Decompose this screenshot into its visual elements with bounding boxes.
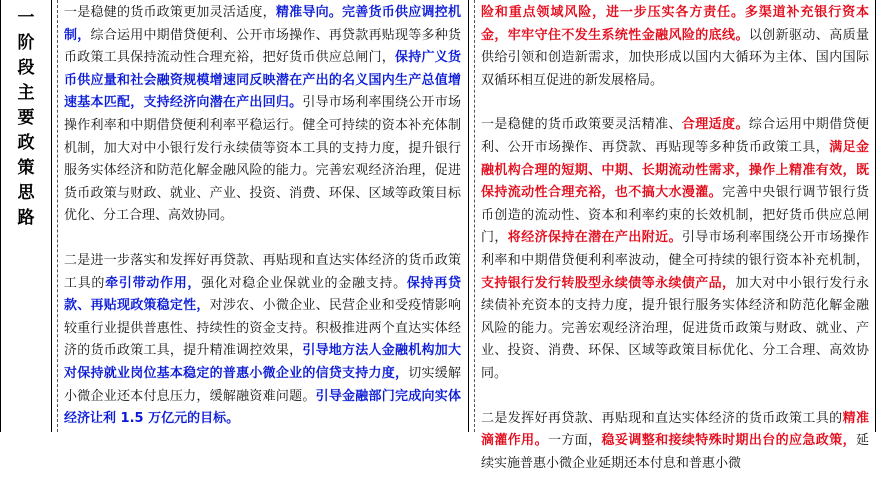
body-text: 二是进一步落实和发挥好再贷款、再贴现和直达实体经济的货币政策工具的 (64, 252, 461, 291)
highlighted-text: 合理适度。 (681, 117, 749, 133)
body-text: 引导市场利率围绕公开市场操作利率和中期借贷便利利率平稳运行。健全可持续的资本补充体制机制，加大对中小银行发行永续债等资本工具的支持力度，提升银行服务实体经济和防范化解金融风险的能力。完善宏观经济治理，促进货币政策与财政、就业、产业、投资、消费、环保、区域等政策目标优化、分工合理、高效协同。 (64, 95, 461, 224)
header-char: 策 (17, 158, 35, 178)
left-policy-column (64, 2, 461, 453)
right-divider (875, 0, 876, 432)
highlighted-text: 支持银行发行转股型永续债等永续债产品， (481, 275, 736, 291)
highlighted-text: 精准导向。 (275, 5, 343, 20)
header-char: 阶 (17, 33, 35, 53)
body-text: 二是发挥好再贷款、再贴现和直达实体经济的货币政策工具的 (481, 410, 843, 426)
dashed-divider-right (474, 0, 475, 432)
body-text: 一方面， (547, 433, 602, 449)
body-text: 切实缓解小微企业还本付息压力，缓解融资难问题。 (64, 365, 461, 404)
header-char: 要 (17, 108, 35, 128)
body-text: 引导市场利率围绕公开市场操作利率和中期借贷便利利率波动，健全可持续的银行资本补充机制， (481, 230, 869, 268)
highlighted-text: 将经济保持在潜在产出附近。 (507, 230, 682, 246)
header-char: 段 (17, 58, 35, 78)
header-char: 主 (17, 83, 35, 103)
body-text: 对涉农、小微企业、民营企业和受疫情影响较重行业提供普惠性、持续性的资金支持。积极推进两个直达实体经济的货币政策工具，提升精准调控效果， (64, 298, 461, 359)
body-text: 综合运用中期借贷便利、公开市场操作、再贷款再贴现等多种货币政策工具保持流动性合理充裕，把好货币供应总闸门， (64, 27, 461, 66)
header-char: 路 (17, 208, 35, 228)
middle-divider (468, 0, 469, 432)
highlighted-text: 险和重点领域风险，进一步压实各方责任。多渠道补充银行资本金，牢牢守住不发生系统性金融风险的底线。 (481, 5, 869, 43)
body-text: 综合运用中期借贷便利、公开市场操作、再贷款、再贴现等多种货币政策工具， (481, 117, 869, 155)
body-text: 延续实施普惠小微企业延期还本付息和普惠小微 (481, 433, 869, 471)
header-char: 一 (17, 8, 35, 28)
body-text: 强化对稳企业保就业的金融支持。 (201, 275, 407, 291)
highlighted-text: 引导金融部门完成向实体经济让利 1.5 万亿元的目标。 (64, 388, 461, 427)
highlighted-text: 牵引带动作用， (105, 275, 202, 291)
highlighted-text: 稳妥调整和接续特殊时期出台的应急政策， (601, 433, 856, 449)
body-text: 加大对中小银行发行永续债补充资本的支持力度，提升银行服务实体经济和防范化解金融风险的能力。完善宏观经济治理，促进货币政策与财政、就业、产业、投资、消费、环保、区域等政策目标优化、分工合理、高效协同。 (481, 275, 869, 381)
highlighted-text: 精准滴灌作用。 (481, 410, 869, 449)
right-paragraph-0 (481, 2, 869, 92)
header-char: 政 (17, 133, 35, 153)
left-border (0, 0, 1, 432)
body-text: 完善中央银行调节银行货币创造的流动性、资本和利率约束的长效机制，把好货币供应总闸门， (481, 185, 869, 246)
right-paragraph-1 (481, 114, 869, 385)
stage-header (6, 6, 46, 231)
dashed-divider-left (57, 0, 58, 432)
left-paragraph-1 (64, 2, 461, 228)
body-text: 一是稳健的货币政策要灵活精准、 (481, 117, 682, 133)
header-divider (51, 0, 52, 432)
left-paragraph-2 (64, 250, 461, 431)
right-policy-column (481, 2, 869, 497)
highlighted-text: 完善货币供应调控机制， (64, 5, 461, 43)
highlighted-text: 保持广义货币供应量和社会融资规模增速同反映潜在产出的名义国内生产总值增速基本匹配，支持经济向潜在产出回归。 (64, 50, 461, 111)
body-text: 一是稳健的货币政策更加灵活适度， (64, 5, 276, 20)
body-text: 以创新驱动、高质量供给引领和创造新需求，加快形成以国内大循环为主体、国内国际双循环相互促进的新发展格局。 (481, 27, 869, 88)
highlighted-text: 保持再贷款、再贴现政策稳定性， (64, 275, 461, 314)
header-char: 思 (17, 183, 35, 203)
highlighted-text: 满足金融机构合理的短期、中期、长期流动性需求，操作上精准有效，既保持流动性合理充裕，也不搞大水漫灌。 (481, 139, 869, 201)
right-paragraph-2 (481, 408, 869, 476)
highlighted-text: 引导地方法人金融机构加大对保持就业岗位基本稳定的普惠小微企业的信贷支持力度， (64, 343, 461, 381)
